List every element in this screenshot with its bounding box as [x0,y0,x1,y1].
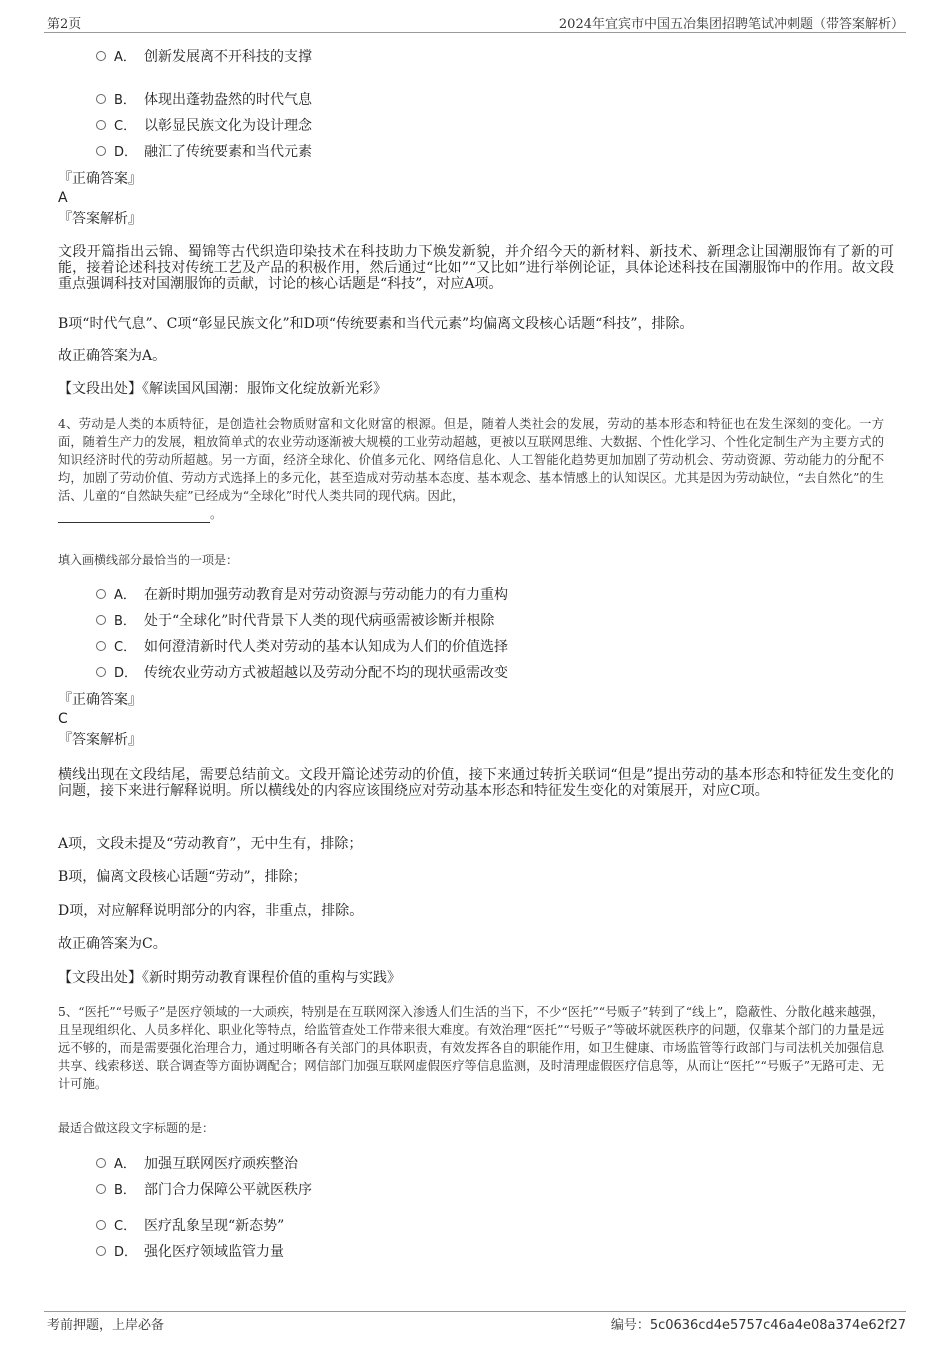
radio-icon[interactable] [96,589,106,599]
q5-option-d[interactable]: D． 强化医疗领域监管力量 [96,1242,284,1262]
q3-analysis-p2: B项“时代气息”、C项“彰显民族文化”和D项“传统要素和当代元素”均偏离文段核心话题“科技”，排除。 [58,316,694,332]
radio-icon[interactable] [96,615,106,625]
q3-source: 【文段出处】《解读国风国潮：服饰文化绽放新光彩》 [58,381,387,397]
q4-option-d[interactable]: D． 传统农业劳动方式被超越以及劳动分配不均的现状亟需改变 [96,663,508,683]
radio-icon[interactable] [96,51,106,61]
page-number: 第2页 [47,17,82,32]
q4-question-text: 4、劳动是人类的本质特征，是创造社会物质财富和文化财富的根源。但是，随着人类社会的发展，劳动的基本形态和特征也在发生深刻的变化。一方面，随着生产力的发展，粗放简单式的农业劳动逐渐被大规模的工业劳动超越，更被以互联网思维、大数据、个性化学习、个性化定制生产为主要方式的知识经济时代的劳动所超越。另一方面，经济全球化、价值多元化、网络信息化、人工智能化趋势更加加剧了劳动机会、劳动资源、劳动能力的分配不均，加剧了劳动价值、劳动方式选择上的多元化，甚至造成对劳动基本态度、基本观念、基本情感上的认知误区。尤其是因为劳动缺位，“去自然化”的生活、儿童的“自然缺失症”已经成为“全球化”时代人类共同的现代病。因此， 。 [58,417,884,521]
q4-prompt: 填入画横线部分最恰当的一项是： [58,553,239,567]
q3-analysis-p1: 文段开篇指出云锦、蜀锦等古代织造印染技术在科技助力下焕发新貌，并介绍今天的新材料、新技术、新理念让国潮服饰有了新的可能，接着论述科技对传统工艺及产品的积极作用，然后通过“比如”“又比如”进行举例论证，具体论述科技在国潮服饰中的作用。故文段重点强调科技对国潮服饰的贡献，讨论的核心话题是“科技”，对应A项。 [58,244,894,292]
q5-question-text: 5、“医托”“号贩子”是医疗领域的一大顽疾，特别是在互联网深入渗透人们生活的当下，不少“医托”“号贩子”转到了“线上”，隐蔽性、分散化越来越强，且呈现组织化、人员多样化、职业化等特点，给监管查处工作带来很大难度。有效治理“医托”“号贩子”等破坏就医秩序的问题，仅靠某个部门的力量是远远不够的，而是需要强化治理合力，通过明晰各有关部门的具体职责，有效发挥各自的职能作用，如卫生健康、市场监管等行政部门与司法机关加强信息共享、线索移送、联合调查等方面协调配合；网信部门加强互联网虚假医疗等信息监测，及时清理虚假医疗信息等，从而让“医托”“号贩子”无路可走、无计可施。 [58,1005,884,1091]
q3-option-c[interactable]: C． 以彰显民族文化为设计理念 [96,116,312,136]
q4-analysis-p3: B项，偏离文段核心话题“劳动”，排除； [58,869,307,885]
footer-slogan: 考前押题，上岸必备 [47,1318,165,1333]
q4-answer: C [58,711,68,727]
radio-icon[interactable] [96,1184,106,1194]
q4-source: 【文段出处】《新时期劳动教育课程价值的重构与实践》 [58,970,401,986]
q3-analysis-p3: 故正确答案为A。 [58,348,167,364]
q3-option-a[interactable]: A． 创新发展离不开科技的支撑 [96,47,312,67]
q4-analysis-label: 『答案解析』 [58,732,142,748]
q3-answer: A [58,190,68,206]
q4-analysis-p5: 故正确答案为C。 [58,936,167,952]
q5-option-b[interactable]: B． 部门合力保障公平就医秩序 [96,1180,312,1200]
radio-icon[interactable] [96,641,106,651]
q4-option-b[interactable]: B． 处于“全球化”时代背景下人类的现代病亟需被诊断并根除 [96,611,494,631]
q5-option-c[interactable]: C． 医疗乱象呈现“新态势” [96,1216,284,1236]
q4-option-c[interactable]: C． 如何澄清新时代人类对劳动的基本认知成为人们的价值选择 [96,637,508,657]
radio-icon[interactable] [96,1220,106,1230]
q4-analysis-p2: A项，文段未提及“劳动教育”，无中生有，排除； [58,836,363,852]
radio-icon[interactable] [96,146,106,156]
answer-blank [58,510,210,523]
q4-analysis-p4: D项，对应解释说明部分的内容，非重点，排除。 [58,903,364,919]
document-code: 编号：5c0636cd4e5757c46a4e08a374e62f27 [610,1318,906,1333]
q3-analysis-label: 『答案解析』 [58,211,142,227]
header-divider [44,32,906,33]
radio-icon[interactable] [96,1246,106,1256]
q3-option-d[interactable]: D． 融汇了传统要素和当代元素 [96,142,312,162]
q4-option-a[interactable]: A． 在新时期加强劳动教育是对劳动资源与劳动能力的有力重构 [96,585,508,605]
document-title: 2024年宜宾市中国五冶集团招聘笔试冲刺题（带答案解析） [558,17,904,32]
q5-option-a[interactable]: A． 加强互联网医疗顽疾整治 [96,1154,298,1174]
radio-icon[interactable] [96,1158,106,1168]
q4-answer-label: 『正确答案』 [58,692,142,708]
q5-prompt: 最适合做这段文字标题的是： [58,1121,215,1135]
q4-analysis-p1: 横线出现在文段结尾，需要总结前文。文段开篇论述劳动的价值，接下来通过转折关联词“但是”提出劳动的基本形态和特征发生变化的问题，接下来进行解释说明。所以横线处的内容应该围绕应对劳动基本形态和特征发生变化的对策展开，对应C项。 [58,767,894,799]
radio-icon[interactable] [96,667,106,677]
radio-icon[interactable] [96,120,106,130]
footer-divider [44,1311,906,1312]
q3-answer-label: 『正确答案』 [58,171,142,187]
q3-option-b[interactable]: B． 体现出蓬勃盎然的时代气息 [96,90,312,110]
radio-icon[interactable] [96,94,106,104]
